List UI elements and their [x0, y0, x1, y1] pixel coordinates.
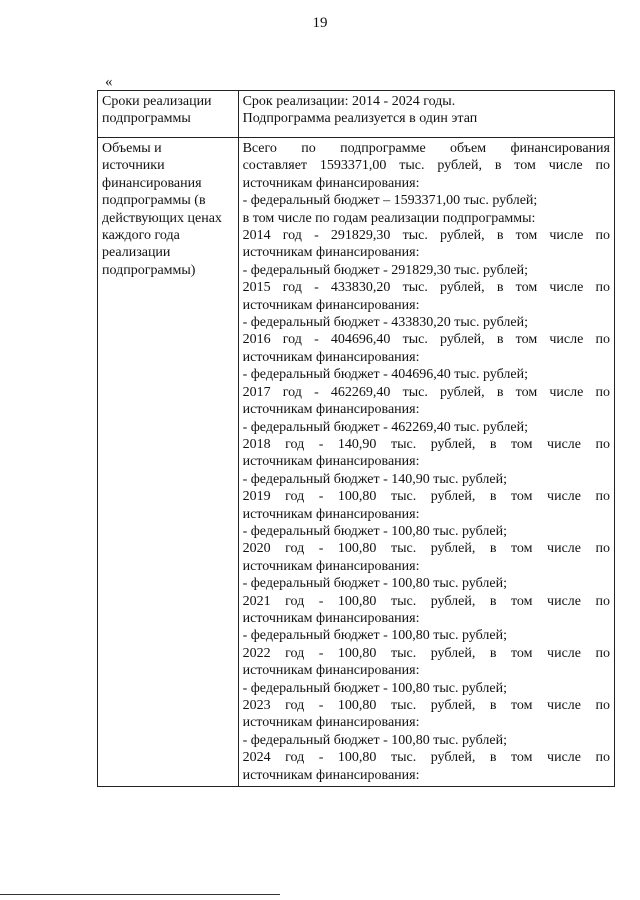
row-value-line: 2020 год - 100,80 тыс. рублей, в том числе по [242, 541, 610, 557]
row-value-line: - федеральный бюджет - 404696,40 тыс. рублей; [242, 367, 528, 383]
row-value-line: источникам финансирования: [242, 506, 420, 522]
row-value-line: 2016 год - 404696,40 тыс. рублей, в том числе по [242, 332, 610, 348]
row-label-cell [98, 138, 239, 787]
row-value-line: - федеральный бюджет - 100,80 тыс. рублей; [242, 680, 507, 696]
row-value-line: - федеральный бюджет - 100,80 тыс. рублей; [242, 523, 507, 539]
row-value-line: источникам финансирования: [242, 175, 420, 191]
row-value-line: 2014 год - 291829,30 тыс. рублей, в том числе по [242, 228, 610, 244]
row-value-line: - федеральный бюджет - 433830,20 тыс. рублей; [242, 315, 528, 331]
row-value-line: составляет 1593371,00 тыс. рублей, в том числе по [242, 158, 610, 174]
row-value-line: 2017 год - 462269,40 тыс. рублей, в том числе по [242, 384, 610, 400]
page-number: 19 [312, 15, 328, 31]
row-value-line: источникам финансирования: [242, 610, 420, 626]
row-value-line: - федеральный бюджет - 100,80 тыс. рублей; [242, 732, 507, 748]
row-value-cell [238, 91, 614, 138]
row-value-cell [238, 138, 614, 787]
row-value-line: - федеральный бюджет – 1593371,00 тыс. рублей; [242, 193, 538, 209]
row-label-line: подпрограммы) [102, 262, 196, 278]
row-value-line: - федеральный бюджет - 291829,30 тыс. рублей; [242, 262, 528, 278]
passport-table-body [98, 91, 615, 787]
row-value-line: Срок реализации: 2014 - 2024 годы. [242, 94, 456, 109]
passport-table [97, 90, 615, 787]
row-value-line: источникам финансирования: [242, 245, 420, 261]
row-value-line: 2023 год - 100,80 тыс. рублей, в том числе по [242, 698, 610, 713]
row-value-line: 2021 год - 100,80 тыс. рублей, в том числе по [242, 593, 610, 609]
row-label-line: финансирования [102, 175, 202, 191]
row-label-line: Объемы и [102, 141, 162, 156]
row-value-line: источникам финансирования: [242, 454, 420, 470]
table-row [98, 91, 615, 138]
row-value-line: - федеральный бюджет - 140,90 тыс. рублей; [242, 471, 507, 487]
row-label-line: Сроки реализации [102, 94, 212, 109]
row-value-line: источникам финансирования: [242, 558, 420, 574]
opening-quote-mark: « [105, 74, 113, 90]
footer-rule [0, 894, 280, 895]
row-value-line: источникам финансирования: [242, 663, 420, 679]
row-label-line: подпрограммы (в [102, 193, 206, 209]
row-value-line: источникам финансирования: [242, 349, 420, 365]
row-value-line: 2019 год - 100,80 тыс. рублей, в том числе по [242, 489, 610, 505]
row-label-cell [98, 91, 239, 138]
row-value-line: в том числе по годам реализации подпрограммы: [242, 210, 536, 226]
row-value-line: источникам финансирования: [242, 297, 420, 313]
row-value-line: 2015 год - 433830,20 тыс. рублей, в том числе по [242, 280, 610, 296]
row-value-line: 2024 год - 100,80 тыс. рублей, в том числе по [242, 750, 610, 766]
row-label-line: подпрограммы [102, 111, 191, 127]
row-label-line: источники [102, 158, 165, 174]
row-value-line: - федеральный бюджет - 100,80 тыс. рублей; [242, 628, 507, 644]
row-label-line: действующих ценах [102, 210, 222, 226]
row-value-line: источникам финансирования: [242, 402, 420, 418]
row-value-line: 2022 год - 100,80 тыс. рублей, в том числе по [242, 645, 610, 661]
table-row [98, 138, 615, 787]
row-label-line: каждого года [102, 228, 180, 244]
row-value-line: 2018 год - 140,90 тыс. рублей, в том числе по [242, 436, 610, 452]
row-value-line: Всего по подпрограмме объем финансирования [242, 141, 610, 156]
row-value-line: Подпрограмма реализуется в один этап [242, 111, 478, 127]
row-value-line: источникам финансирования: [242, 767, 420, 783]
row-value-line: источникам финансирования: [242, 715, 420, 731]
row-label-line: реализации [102, 245, 171, 261]
row-value-line: - федеральный бюджет - 462269,40 тыс. рублей; [242, 419, 528, 435]
row-value-line: - федеральный бюджет - 100,80 тыс. рублей; [242, 576, 507, 592]
